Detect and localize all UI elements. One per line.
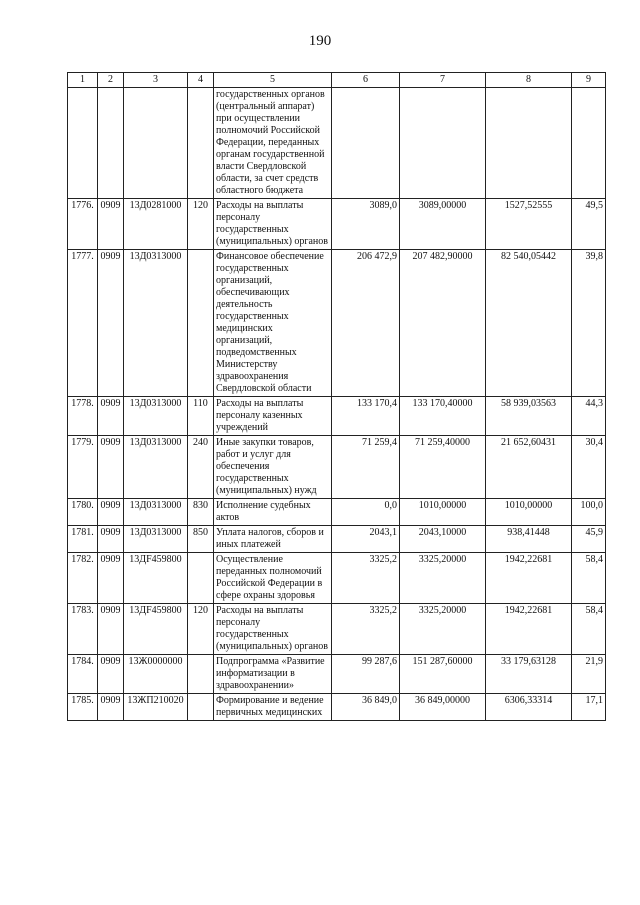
expense-type-code: 830 [188,499,214,526]
table-row [68,499,606,526]
row-number: 1778. [68,397,98,436]
page-number: 190 [308,33,332,49]
expense-type-code: 240 [188,436,214,499]
execution-percent: 100,0 [572,499,606,526]
section-code: 0909 [98,553,124,604]
target-article-code [124,88,188,199]
section-code: 0909 [98,397,124,436]
section-code: 0909 [98,436,124,499]
execution-percent: 58,4 [572,604,606,655]
section-code: 0909 [98,604,124,655]
executed-amount: 21 652,60431 [486,436,572,499]
target-article-code: 13Д0313000 [124,526,188,553]
executed-amount [486,88,572,199]
section-code: 0909 [98,499,124,526]
execution-percent: 17,1 [572,694,606,721]
budget-amount: 1010,00000 [400,499,486,526]
budget-amount: 3325,20000 [400,553,486,604]
section-code: 0909 [98,526,124,553]
row-number: 1781. [68,526,98,553]
executed-amount: 1527,52555 [486,199,572,250]
approved-amount: 99 287,6 [332,655,400,694]
executed-amount: 1942,22681 [486,553,572,604]
table-row [68,199,606,250]
col-header: 2 [98,73,124,88]
budget-amount: 3325,20000 [400,604,486,655]
execution-percent: 39,8 [572,250,606,397]
expense-name: Финансовое обеспечение государственных организаций, обеспечивающих деятельность государственных медицинских организаций, подведомственных Министерству здравоохранения Свердловской области [214,250,332,397]
executed-amount: 1010,00000 [486,499,572,526]
execution-percent: 44,3 [572,397,606,436]
approved-amount: 3325,2 [332,553,400,604]
budget-table [67,72,606,721]
executed-amount: 82 540,05442 [486,250,572,397]
executed-amount: 33 179,63128 [486,655,572,694]
header-row [68,73,606,88]
target-article-code: 13Д0281000 [124,199,188,250]
row-number: 1784. [68,655,98,694]
approved-amount: 206 472,9 [332,250,400,397]
budget-amount: 3089,00000 [400,199,486,250]
table-row [68,397,606,436]
expense-type-code: 120 [188,604,214,655]
col-header: 8 [486,73,572,88]
section-code: 0909 [98,199,124,250]
executed-amount: 58 939,03563 [486,397,572,436]
approved-amount [332,88,400,199]
expense-type-code: 850 [188,526,214,553]
row-number: 1779. [68,436,98,499]
expense-name: Формирование и ведение первичных медицинских [214,694,332,721]
target-article-code: 13ЖП210020 [124,694,188,721]
row-number: 1783. [68,604,98,655]
target-article-code: 13ДF459800 [124,553,188,604]
executed-amount: 1942,22681 [486,604,572,655]
row-number: 1780. [68,499,98,526]
target-article-code: 13Д0313000 [124,397,188,436]
col-header: 4 [188,73,214,88]
budget-amount: 133 170,40000 [400,397,486,436]
approved-amount: 0,0 [332,499,400,526]
col-header: 6 [332,73,400,88]
row-number: 1785. [68,694,98,721]
approved-amount: 71 259,4 [332,436,400,499]
row-number [68,88,98,199]
expense-type-code [188,655,214,694]
execution-percent: 49,5 [572,199,606,250]
table-row [68,436,606,499]
expense-name: Осуществление переданных полномочий Российской Федерации в сфере охраны здоровья [214,553,332,604]
col-header: 7 [400,73,486,88]
budget-amount: 2043,10000 [400,526,486,553]
budget-amount [400,88,486,199]
expense-name: Подпрограмма «Развитие информатизации в здравоохранении» [214,655,332,694]
table-body [68,88,606,721]
expense-type-code: 110 [188,397,214,436]
executed-amount: 938,41448 [486,526,572,553]
expense-name: Расходы на выплаты персоналу государственных (муниципальных) органов [214,199,332,250]
expense-name: Иные закупки товаров, работ и услуг для обеспечения государственных (муниципальных) нужд [214,436,332,499]
section-code: 0909 [98,694,124,721]
expense-type-code: 120 [188,199,214,250]
execution-percent: 30,4 [572,436,606,499]
col-header: 5 [214,73,332,88]
execution-percent [572,88,606,199]
approved-amount: 36 849,0 [332,694,400,721]
row-number: 1776. [68,199,98,250]
row-number: 1777. [68,250,98,397]
col-header: 9 [572,73,606,88]
target-article-code: 13Д0313000 [124,250,188,397]
section-code: 0909 [98,655,124,694]
expense-name: государственных органов (центральный аппарат) при осуществлении полномочий Российской Федерации, переданных органам государственной власти Свердловской области, за счет средств областного бюджета [214,88,332,199]
table-row [68,655,606,694]
expense-type-code [188,88,214,199]
section-code [98,88,124,199]
execution-percent: 58,4 [572,553,606,604]
expense-type-code [188,694,214,721]
row-number: 1782. [68,553,98,604]
approved-amount: 133 170,4 [332,397,400,436]
col-header: 3 [124,73,188,88]
table-row [68,526,606,553]
expense-type-code [188,250,214,397]
target-article-code: 13ДF459800 [124,604,188,655]
expense-type-code [188,553,214,604]
budget-amount: 36 849,00000 [400,694,486,721]
table-row [68,604,606,655]
expense-name: Расходы на выплаты персоналу казенных учреждений [214,397,332,436]
table-row [68,694,606,721]
target-article-code: 13Д0313000 [124,499,188,526]
target-article-code: 13Д0313000 [124,436,188,499]
section-code: 0909 [98,250,124,397]
expense-name: Уплата налогов, сборов и иных платежей [214,526,332,553]
budget-amount: 151 287,60000 [400,655,486,694]
executed-amount: 6306,33314 [486,694,572,721]
approved-amount: 3325,2 [332,604,400,655]
approved-amount: 3089,0 [332,199,400,250]
table-row [68,553,606,604]
execution-percent: 45,9 [572,526,606,553]
table-row [68,250,606,397]
col-header: 1 [68,73,98,88]
budget-amount: 71 259,40000 [400,436,486,499]
expense-name: Исполнение судебных актов [214,499,332,526]
expense-name: Расходы на выплаты персоналу государственных (муниципальных) органов [214,604,332,655]
budget-amount: 207 482,90000 [400,250,486,397]
execution-percent: 21,9 [572,655,606,694]
target-article-code: 13Ж0000000 [124,655,188,694]
approved-amount: 2043,1 [332,526,400,553]
table-row [68,88,606,199]
